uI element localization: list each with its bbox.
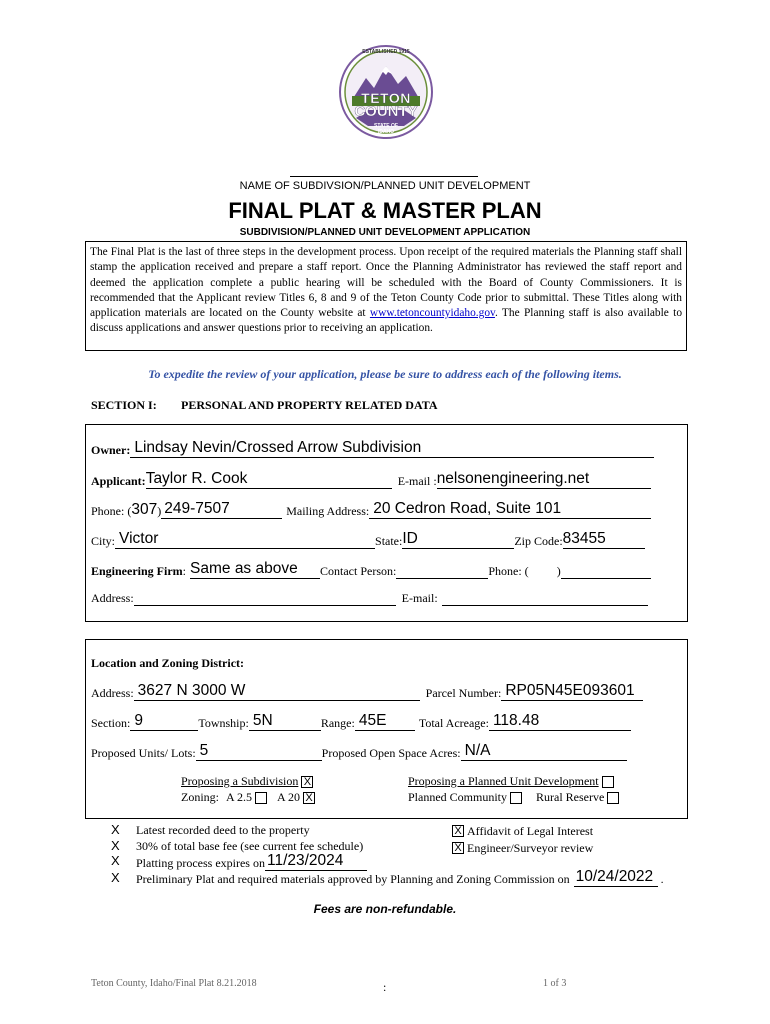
proposing-pud-checkbox[interactable]: [602, 776, 614, 788]
phone-area-field[interactable]: 307: [131, 501, 158, 518]
zoning-a20-label: A 20: [277, 790, 301, 804]
expiry-date-field[interactable]: 11/23/2024: [265, 852, 367, 871]
acreage-field[interactable]: 118.48: [489, 712, 631, 731]
rural-reserve-checkbox[interactable]: [607, 792, 619, 804]
applicant-row: [91, 470, 651, 489]
check-mark-1[interactable]: X: [111, 822, 120, 837]
phone-row: [91, 500, 651, 519]
rural-reserve-label: Rural Reserve: [536, 790, 605, 804]
units-field[interactable]: 5: [196, 742, 322, 761]
affidavit-checkbox[interactable]: X: [452, 825, 464, 837]
location-heading: Location and Zoning District:: [91, 656, 245, 670]
applicant-field[interactable]: Taylor R. Cook: [146, 470, 392, 489]
engineering-row: [91, 560, 651, 579]
expedite-note: To expedite the review of your application, please be sure to address each of the following items.: [148, 367, 622, 381]
city-field[interactable]: Victor: [115, 530, 375, 549]
logo-name-line1: TETON: [361, 90, 411, 106]
preliminary-label: Preliminary Plat and required materials approved by Planning and Zoning Commission on: [136, 872, 570, 886]
community-row: [408, 790, 622, 805]
location-address-label: Address:: [91, 686, 134, 700]
page-subtitle: SUBDIVISION/PLANNED UNIT DEVELOPMENT APPLICATION: [239, 227, 531, 238]
parcel-field[interactable]: RP05N45E093601: [501, 682, 643, 701]
applicant-label: Applicant:: [91, 474, 146, 488]
proposing-pud-label: Proposing a Planned Unit Development: [408, 774, 599, 788]
section-township-row: [91, 712, 631, 731]
check-mark-3[interactable]: X: [111, 853, 120, 868]
openspace-field[interactable]: N/A: [461, 742, 627, 761]
units-label: Proposed Units/ Lots:: [91, 746, 196, 760]
intro-text-main: The Final Plat is the last of three steps in the development process. Upon receipt of the required materials the Planning staff shall stamp the application received and prepare a staff report. Once the Planning Administrator has reviewed the staff report and deemed the application complete a public hearing will be scheduled with the Board of County Commissioners. It is recommended that the Applicant review Titles 6, 8 and 9 of the Teton County Code prior to submittal. These Titles along with application materials are located on the County website at: [90, 246, 682, 320]
city-label: City:: [91, 534, 116, 548]
email-field[interactable]: nelsonengineering.net: [437, 470, 651, 489]
eng-phone-close: ): [556, 564, 561, 578]
subdivision-name-line: [290, 176, 478, 177]
zoning-label: Zoning:: [181, 790, 219, 804]
zip-label: Zip Code:: [514, 534, 563, 548]
engineering-colon: :: [182, 564, 187, 578]
logo-top-text: ESTABLISHED 1915: [362, 49, 410, 55]
checklist-engineer: [452, 839, 593, 857]
address-row: [91, 591, 648, 606]
checklist-item-fee: 30% of total base fee (see current fee schedule): [136, 839, 364, 853]
preliminary-date-field[interactable]: 10/24/2022: [574, 868, 658, 887]
checklist-item-deed: Latest recorded deed to the property: [136, 823, 310, 837]
contact-field[interactable]: [396, 578, 488, 579]
engineer-checkbox[interactable]: X: [452, 842, 464, 854]
preliminary-end: .: [660, 872, 664, 886]
proposing-subdivision-checkbox[interactable]: X: [301, 776, 313, 788]
proposing-subdivision-row: [181, 774, 316, 789]
city-row: [91, 530, 645, 549]
engineering-label: Engineering Firm: [91, 564, 183, 578]
section-title: PERSONAL AND PROPERTY RELATED DATA: [181, 398, 438, 412]
planned-community-label: Planned Community: [408, 790, 507, 804]
section-label: SECTION I:: [91, 398, 157, 412]
footer-page-number: 1 of 3: [543, 978, 567, 989]
owner-label: Owner:: [91, 443, 131, 457]
location-address-field[interactable]: 3627 N 3000 W: [134, 682, 420, 701]
zoning-a25-label: A 2.5: [226, 790, 253, 804]
contact-label: Contact Person:: [320, 564, 397, 578]
zoning-a25-checkbox[interactable]: [255, 792, 267, 804]
intro-text-end: . The Planning staff is also available to discuss applications and answer questions prior to receiving an application.: [90, 307, 683, 335]
engineering-field[interactable]: Same as above: [190, 560, 320, 579]
phone-field[interactable]: 249-7507: [161, 500, 282, 519]
phone-label: Phone: (: [91, 504, 132, 518]
section-number-label: Section:: [91, 716, 131, 730]
owner-field[interactable]: Lindsay Nevin/Crossed Arrow Subdivision: [130, 439, 654, 458]
zip-field[interactable]: 83455: [563, 530, 645, 549]
affidavit-label: Affidavit of Legal Interest: [467, 824, 594, 838]
proposing-pud-row: [408, 774, 617, 789]
state-field[interactable]: ID: [402, 530, 514, 549]
acreage-label: Total Acreage:: [418, 716, 489, 730]
county-website-link[interactable]: www.tetoncountyidaho.gov: [369, 307, 495, 320]
township-label: Township:: [198, 716, 249, 730]
mailing-field[interactable]: 20 Cedron Road, Suite 101: [369, 500, 651, 519]
checklist-affidavit: [452, 822, 593, 840]
intro-text: [90, 245, 682, 337]
fees-note: Fees are non-refundable.: [313, 902, 457, 916]
zoning-row: [181, 790, 318, 805]
logo-banner: STATE OF IDAHO: [374, 123, 398, 135]
range-field[interactable]: 45E: [355, 712, 415, 731]
units-row: [91, 742, 627, 761]
eng-phone-field[interactable]: [561, 578, 651, 579]
parcel-label: Parcel Number:: [425, 686, 502, 700]
email-label: E-mail :: [397, 474, 437, 488]
eng-phone-label: Phone: (: [488, 564, 529, 578]
section-number-field[interactable]: 9: [130, 712, 198, 731]
engineer-label: Engineer/Surveyor review: [467, 841, 594, 855]
email2-field[interactable]: [442, 605, 648, 606]
range-label: Range:: [320, 716, 355, 730]
phone-close: ): [157, 504, 162, 518]
page-title: FINAL PLAT & MASTER PLAN: [228, 198, 542, 223]
subdivision-name-caption: NAME OF SUBDIVSION/PLANNED UNIT DEVELOPMENT: [239, 180, 531, 192]
location-address-row: [91, 682, 643, 701]
openspace-label: Proposed Open Space Acres:: [321, 746, 461, 760]
mailing-label: Mailing Address:: [286, 504, 370, 518]
check-mark-2[interactable]: X: [111, 838, 120, 853]
logo-name-line2: COUNTY: [354, 103, 418, 120]
expiry-label: Platting process expires on: [136, 856, 265, 870]
address-field[interactable]: [134, 605, 396, 606]
check-mark-4[interactable]: X: [111, 870, 120, 885]
address-label: Address:: [91, 591, 134, 605]
township-field[interactable]: 5N: [249, 712, 321, 731]
proposing-subdivision-label: Proposing a Subdivision: [181, 774, 299, 788]
zoning-a20-checkbox[interactable]: X: [303, 792, 315, 804]
footer-left: Teton County, Idaho/Final Plat 8.21.2018: [91, 978, 257, 989]
owner-row: [91, 439, 654, 458]
state-label: State:: [375, 534, 403, 548]
footer-center: :: [383, 980, 387, 994]
checklist-item-preliminary: [136, 868, 664, 887]
email2-label: E-mail:: [401, 591, 438, 605]
teton-county-logo: [338, 44, 434, 140]
planned-community-checkbox[interactable]: [510, 792, 522, 804]
